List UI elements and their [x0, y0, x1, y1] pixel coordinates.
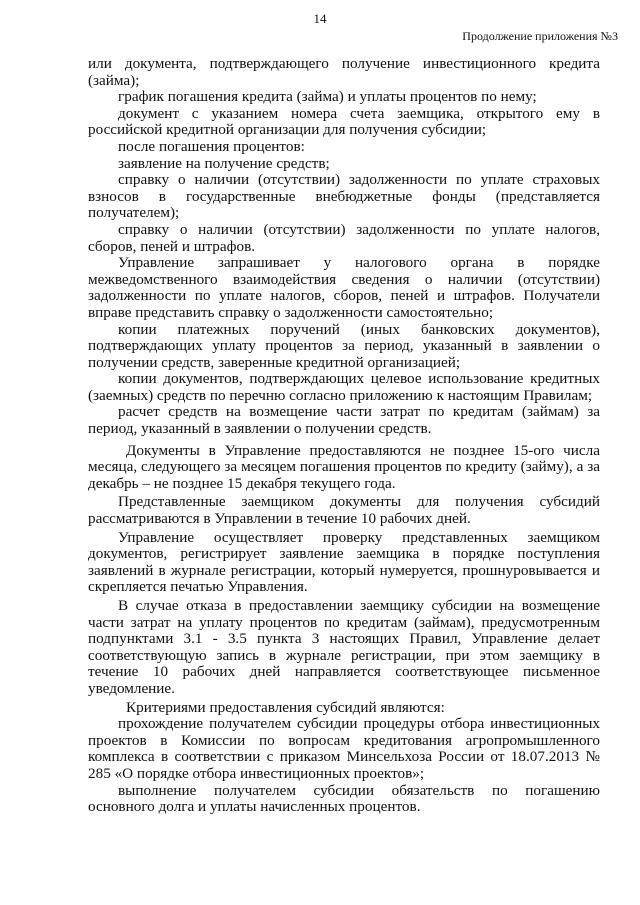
- paragraph: выполнение получателем субсидии обязательств по погашению основного долга и уплаты начисленных процентов.: [88, 781, 600, 816]
- paragraph: копии документов, подтверждающих целевое использование кредитных (заемных) средств по перечню согласно приложению к настоящим Правилам;: [88, 370, 600, 404]
- paragraph: прохождение получателем субсидии процедуры отбора инвестиционных проектов в Комиссии по вопросам кредитования агропромышленного комплекса в соответствии с приказом Минсельхоза России от 18.07.2013 № 285 «О порядке отбора инвестиционных проектов»;: [88, 715, 600, 782]
- page-number: 14: [313, 11, 327, 26]
- paragraph: или документа, подтверждающего получение инвестиционного кредита (займа);: [88, 55, 600, 89]
- paragraph: Документы в Управление предоставляются не позднее 15-ого числа месяца, следующего за месяцем погашения процентов по кредиту (займу), а за декабрь – не позднее 15 декабря текущего года.: [88, 441, 600, 492]
- paragraph: Представленные заемщиком документы для получения субсидий рассматриваются в Управлении в течение 10 рабочих дней.: [88, 493, 600, 528]
- paragraph: после погашения процентов:: [118, 137, 305, 155]
- paragraph: график погашения кредита (займа) и уплаты процентов по нему;: [118, 88, 537, 106]
- paragraph: копии платежных поручений (иных банковских документов), подтверждающих уплату процентов за период, указанный в заявлении о получении средств, заверенные кредитной организацией;: [88, 320, 600, 371]
- paragraph: заявление на получение средств;: [118, 154, 330, 172]
- document-body: [88, 56, 600, 816]
- page-header: Продолжение приложения №3: [462, 29, 618, 43]
- paragraph: расчет средств на возмещение части затрат по кредитам (займам) за период, указанный в заявлении о получении средств.: [88, 403, 600, 438]
- paragraph: справку о наличии (отсутствии) задолженности по уплате страховых взносов в государственные внебюджетные фонды (представляется получателем);: [88, 171, 600, 222]
- paragraph: Управление запрашивает у налогового органа в порядке межведомственного взаимодействия сведения о наличии (отсутствии) задолженности по уплате налогов, сборов, пеней и штрафов. Получатели вправе представить справку о задолженности самостоятельно;: [88, 254, 600, 321]
- paragraph: Критериями предоставления субсидий являются:: [126, 698, 445, 716]
- paragraph: Управление осуществляет проверку представленных заемщиком документов, регистрирует заявление заемщика в порядке поступления заявлений в журнале регистрации, который нумеруется, прошнуровывается и скрепляется печатью Управления.: [88, 528, 600, 596]
- paragraph: В случае отказа в предоставлении заемщику субсидии на возмещение части затрат на уплату процентов по кредитам (займам), предусмотренным подпунктами 3.1 - 3.5 пункта 3 настоящих Правил, Управление делает соответствующую запись в журнале регистрации, при этом заемщику в течение 10 рабочих дней направляется соответствующее письменное уведомление.: [88, 597, 600, 697]
- paragraph: справку о наличии (отсутствии) задолженности по уплате налогов, сборов, пеней и штрафов.: [88, 220, 600, 255]
- paragraph: документ с указанием номера счета заемщика, открытого ему в российской кредитной организации для получения субсидии;: [88, 104, 600, 139]
